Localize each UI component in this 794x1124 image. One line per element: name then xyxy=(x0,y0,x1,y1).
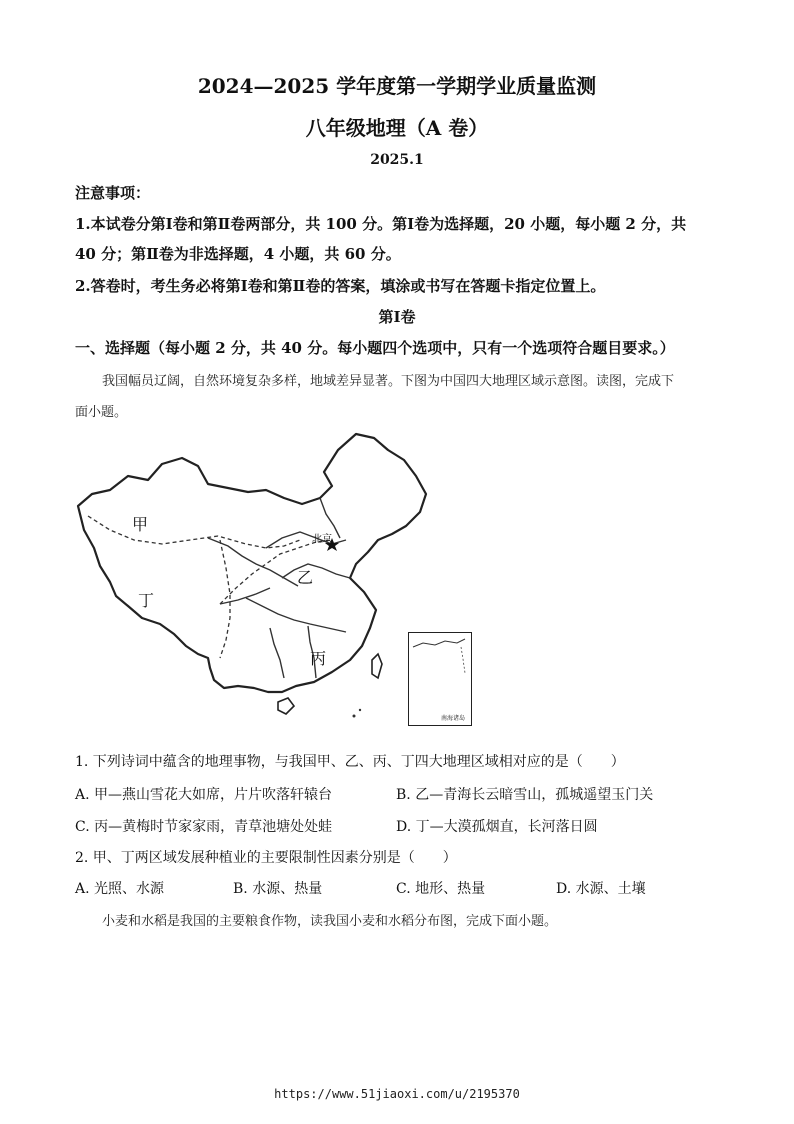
notes-item-1-line-2: 40 分；第Ⅱ卷为非选择题，4 小题，共 60 分。 xyxy=(75,245,401,263)
question-2-option-c: C. 地形、热量 xyxy=(396,881,486,897)
intro-1-line-1: 我国幅员辽阔，自然环境复杂多样，地域差异显著。下图为中国四大地理区域示意图。读图，完成下 xyxy=(102,374,675,389)
hainan-island xyxy=(278,698,294,714)
notes-heading: 注意事项： xyxy=(75,184,151,202)
section-title: 第Ⅰ卷 xyxy=(378,308,416,326)
inner-boundary-4 xyxy=(246,598,346,632)
question-1-stem: 1. 下列诗词中蕴含的地理事物，与我国甲、乙、丙、丁四大地理区域相对应的是（ ） xyxy=(75,754,625,770)
region-label-yi: 乙 xyxy=(297,568,314,587)
country-outline xyxy=(78,434,426,692)
question-2-option-a: A. 光照、水源 xyxy=(75,881,165,897)
question-1-option-a: A. 甲—燕山雪花大如席，片片吹落轩辕台 xyxy=(75,787,333,803)
exam-title: 2024—2025 学年度第一学期学业质量监测 xyxy=(197,74,597,98)
exam-date: 2025.1 xyxy=(370,152,424,168)
notes-item-2: 2.答卷时，考生务必将第Ⅰ卷和第Ⅱ卷的答案，填涂或书写在答题卡指定位置上。 xyxy=(75,277,606,295)
inset-caption: 南海诸岛 xyxy=(440,715,465,722)
region-label-jia: 甲 xyxy=(132,515,149,534)
intro-2: 小麦和水稻是我国的主要粮食作物，读我国小麦和水稻分布图，完成下面小题。 xyxy=(102,914,558,929)
region-boundary-north xyxy=(88,516,300,548)
question-2-option-d: D. 水源、土壤 xyxy=(556,881,646,897)
region-boundary-east xyxy=(220,540,332,604)
south-china-sea-inset xyxy=(408,632,472,726)
inset-coastline xyxy=(409,633,471,725)
footer-url[interactable]: https://www.51jiaoxi.com/u/2195370 xyxy=(274,1087,520,1101)
inner-boundary-3 xyxy=(282,564,350,578)
inner-boundary-5 xyxy=(270,628,284,678)
exam-subtitle: 八年级地理（A 卷） xyxy=(305,116,489,140)
region-label-bing: 丙 xyxy=(310,649,327,668)
part-heading: 一、选择题（每小题 2 分，共 40 分。每小题四个选项中，只有一个选项符合题目要求。） xyxy=(75,339,675,357)
question-1-option-c: C. 丙—黄梅时节家家雨，青草池塘处处蛙 xyxy=(75,819,333,835)
question-1-option-d: D. 丁—大漠孤烟直，长河落日圆 xyxy=(396,819,598,835)
question-2-stem: 2. 甲、丁两区域发展种植业的主要限制性因素分别是（ ） xyxy=(75,850,457,866)
capital-label: 北京 xyxy=(312,534,332,545)
taiwan-island xyxy=(372,654,382,678)
notes-item-1-line-1: 1.本试卷分第Ⅰ卷和第Ⅱ卷两部分，共 100 分。第Ⅰ卷为选择题，20 小题，每小题 2 分，共 xyxy=(75,215,687,233)
question-1-option-b: B. 乙—青海长云暗雪山，孤城遥望玉门关 xyxy=(396,787,654,803)
question-2-option-b: B. 水源、热量 xyxy=(233,881,323,897)
intro-1-line-2: 面小题。 xyxy=(75,405,128,420)
region-label-ding: 丁 xyxy=(138,591,155,610)
